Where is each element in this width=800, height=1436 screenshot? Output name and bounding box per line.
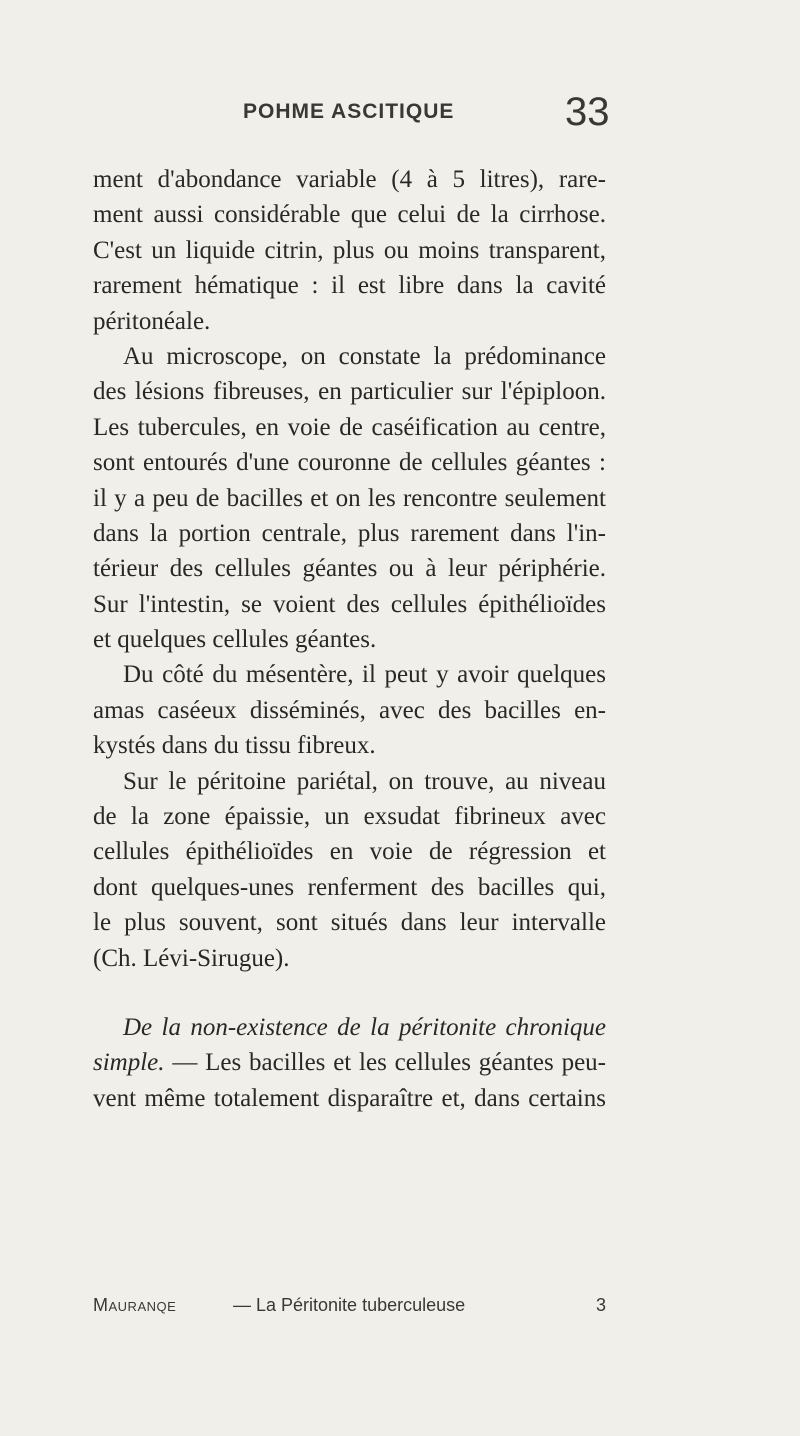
text-line: de la zone épaissie, un exsudat fibrineux avec	[93, 803, 606, 831]
text-line: péritonéale.	[93, 307, 211, 335]
text-line: dans la portion centrale, plus rarement dans l'in-	[93, 519, 606, 547]
text-line: et quelques cellules géantes.	[93, 626, 377, 654]
running-title: POHME ASCITIQUE	[243, 100, 455, 123]
footer-signature-mark: 3	[595, 1295, 606, 1315]
section-heading-line	[93, 1010, 606, 1045]
footer-signature-line	[93, 1295, 606, 1325]
section-text: — Les bacilles et les cellules géantes peu-	[164, 1049, 606, 1077]
text-line: térieur des cellules géantes ou à leur périphérie.	[93, 555, 606, 583]
text-line: rarement hématique : il est libre dans la cavité	[93, 272, 606, 300]
paragraph-gap	[93, 976, 606, 1010]
text-line: cellules épithélioïdes en voie de régression et	[93, 838, 606, 866]
section-heading: De la non-existence de la péritonite chronique	[123, 1013, 606, 1041]
section-heading-cont: simple.	[93, 1049, 165, 1077]
text-line: dont quelques-unes renferment des bacilles qui,	[93, 873, 606, 901]
footer-title: — La Péritonite tuberculeuse	[233, 1295, 466, 1315]
footer-author: Mauranqe	[93, 1295, 177, 1315]
text-line: il y a peu de bacilles et on les rencontre seulement	[93, 484, 606, 512]
text-line: Du côté du mésentère, il peut y avoir quelques	[123, 661, 606, 689]
text-line: ment aussi considérable que celui de la cirrhose.	[93, 201, 606, 229]
text-line: amas caséeux disséminés, avec des bacilles en-	[93, 696, 606, 724]
page-number: 33	[565, 90, 610, 134]
text-line: des lésions fibreuses, en particulier sur l'épiploon.	[93, 378, 606, 406]
text-line: ment d'abondance variable (4 à 5 litres), rare-	[93, 166, 606, 193]
text-line: Au microscope, on constate la prédominance	[123, 342, 606, 370]
text-line: sont entourés d'une couronne de cellules géantes :	[93, 449, 606, 477]
text-line: Sur le péritoine pariétal, on trouve, au niveau	[123, 767, 606, 795]
running-head	[0, 92, 800, 132]
text-line: C'est un liquide citrin, plus ou moins transparent,	[93, 236, 606, 264]
text-line: le plus souvent, sont situés dans leur intervalle	[93, 909, 606, 937]
body-text	[93, 162, 606, 1116]
text-line: Les tubercules, en voie de caséification au centre,	[93, 413, 606, 441]
text-line: vent même totalement disparaître et, dans certains	[93, 1084, 606, 1112]
text-line: kystés dans du tissu fibreux.	[93, 732, 376, 760]
text-line: (Ch. Lévi-Sirugue).	[93, 944, 290, 972]
text-line	[93, 1045, 606, 1080]
text-line: Sur l'intestin, se voient des cellules épithélioïdes	[93, 590, 606, 618]
